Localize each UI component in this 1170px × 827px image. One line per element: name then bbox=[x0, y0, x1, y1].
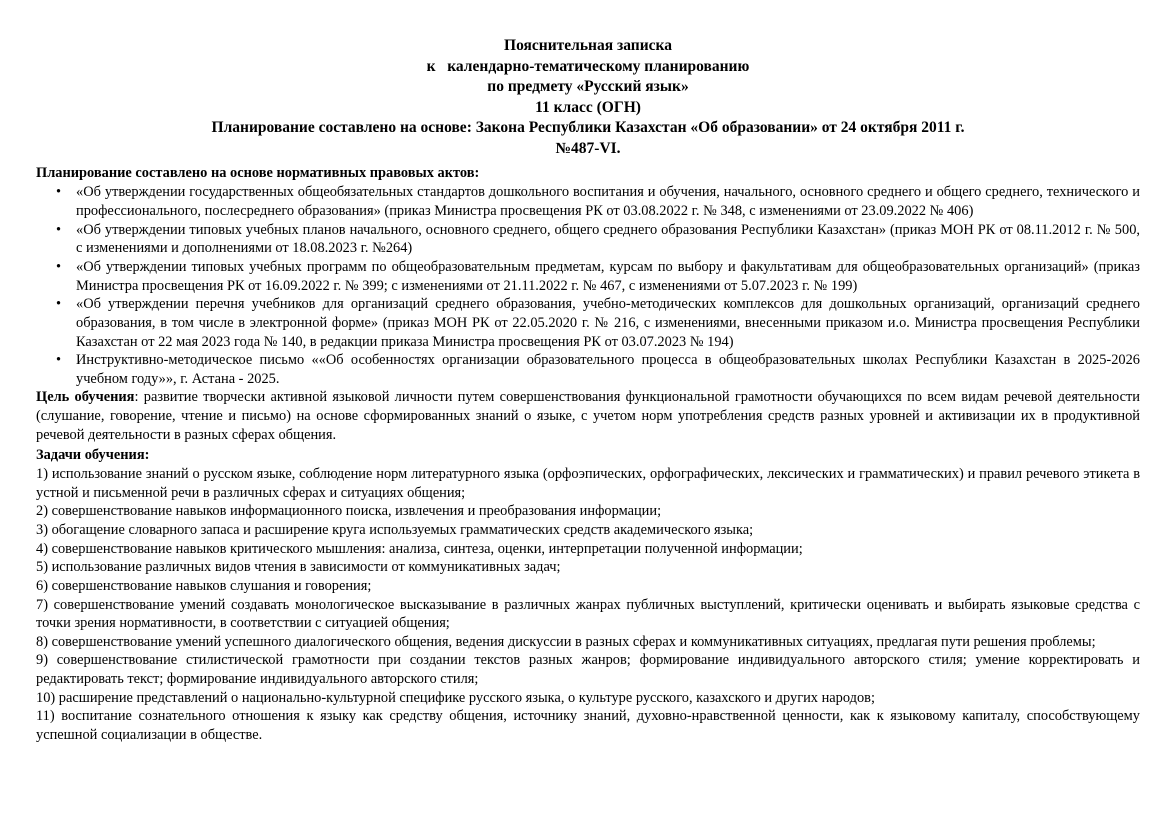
task-item: 8) совершенствование умений успешного диалогического общения, ведения дискуссии в разных сферах и коммуникативных ситуациях, предлагая пути решения проблемы; bbox=[36, 633, 1096, 650]
document-title-block bbox=[36, 36, 1140, 160]
list-item bbox=[36, 351, 1140, 388]
list-item bbox=[36, 258, 1140, 295]
list-item bbox=[36, 295, 1140, 351]
task-item: 9) совершенствование стилистической грамотности при создании текстов разных жанров; формирование индивидуального авторского стиля; умение корректировать и редактировать текст; формирование индивидуального авторского стиля; bbox=[36, 652, 1140, 688]
task-item: 3) обогащение словарного запаса и расширение круга используемых грамматических средств академического языка; bbox=[36, 521, 754, 538]
list-item-text: Инструктивно-методическое письмо ««Об особенностях организации образовательного процесса в общеобразовательных школах Республики Казахстан в 2025-2026 учебном году»», г. Астана - 2025. bbox=[76, 352, 1140, 387]
list-item-text: «Об утверждении типовых учебных планов начального, основного среднего, общего среднего образования Республики Казахстан» (приказ МОН РК от 08.11.2012 г. № 500, с изменениями и дополнениями от 18.08.2023 г. №264) bbox=[76, 221, 1140, 257]
title-line-3: по предмету «Русский язык» bbox=[487, 78, 689, 96]
tasks-list bbox=[36, 465, 1140, 745]
bullet-icon: • bbox=[56, 184, 62, 201]
title-line-4: 11 класс (ОГН) bbox=[535, 98, 641, 116]
task-item: 5) использование различных видов чтения в зависимости от коммуникативных задач; bbox=[36, 559, 561, 576]
task-item: 10) расширение представлений о национально-культурной специфике русского языка, о культуре русского, казахского и других народов; bbox=[36, 689, 875, 706]
title-line-1: Пояснительная записка bbox=[504, 37, 672, 54]
goal-label: Цель обучения bbox=[36, 389, 135, 406]
goal-paragraph bbox=[36, 388, 1140, 444]
list-item-text: «Об утверждении типовых учебных программ по общеобразовательным предметам, курсам по выбору и факультативам для общеобразовательных организаций» (приказ Министра просвещения РК от 16.09.2022 г. № 399; с изменениями от 21.11.2022 г. № 467, с изменениями от 5.07.2023 г. № 199) bbox=[76, 258, 1140, 294]
task-item: 2) совершенствование навыков информационного поиска, извлечения и преобразования информации; bbox=[36, 503, 662, 520]
tasks-heading: Задачи обучения: bbox=[36, 447, 150, 464]
task-item: 6) совершенствование навыков слушания и говорения; bbox=[36, 577, 372, 594]
task-item: 4) совершенствование навыков критического мышления: анализа, синтеза, оценки, интерпретации полученной информации; bbox=[36, 540, 803, 557]
task-item: 1) использование знаний о русском языке, соблюдение норм литературного языка (орфоэпических, орфографических, лексических и грамматических) и правил речевого этикета в устной и письменной речи в различных сферах и ситуациях общения; bbox=[36, 466, 1140, 501]
list-item-text: «Об утверждении государственных общеобязательных стандартов дошкольного воспитания и обучения, начального, основного среднего и общего среднего, технического и профессионального, послесреднего образования» (приказ Министра просвещения РК от 03.08.2022 г. № 348, с изменениями от 23.09.2022 № 406) bbox=[76, 184, 1140, 220]
list-item bbox=[36, 183, 1140, 220]
list-item-text: «Об утверждении перечня учебников для организаций среднего образования, учебно-методических комплексов для дошкольных организаций, организаций среднего образования, в том числе в электронной форме» (приказ МОН РК от 22.05.2020 г. № 216, с изменениями, внесенными приказом и.о. Министра просвещения Республики Казахстан от 22 мая 2023 года № 140, в редакции приказа Министра просвещения РК от 03.07.2023 № 194) bbox=[76, 296, 1140, 350]
task-item: 11) воспитание сознательного отношения к языку как средству общения, источнику знаний, духовно-нравственной ценности, как к языковому капиталу, способствующему успешной социализации в обществе. bbox=[36, 708, 1140, 744]
goal-text: : развитие творчески активной языковой личности путем совершенствования функциональной грамотности обучающихся по всем видам речевой деятельности (слушание, говорение, чтение и письмо) на основе сформированных знаний о языке, с учетом норм употребления средств разных уровней и активизации их в продуктивной речевой деятельности в разных сферах общения. bbox=[36, 389, 1140, 443]
list-item bbox=[36, 221, 1140, 258]
bullet-icon: • bbox=[56, 352, 62, 369]
task-item: 7) совершенствование умений создавать монологическое высказывание в различных жанрах публичных выступлений, критически оценивать и выбирать языковые средства с точки зрения нормативности, в соответствии с ситуацией общения; bbox=[36, 596, 1140, 632]
bullet-icon: • bbox=[56, 221, 62, 238]
bullet-icon: • bbox=[56, 258, 62, 275]
bullet-icon: • bbox=[56, 296, 62, 313]
lead-heading: Планирование составлено на основе нормативных правовых актов: bbox=[36, 164, 480, 181]
title-line-5: Планирование составлено на основе: Закона Республики Казахстан «Об образовании» от 24 октября 2011 г. bbox=[211, 119, 965, 137]
normative-acts-list bbox=[36, 183, 1140, 388]
title-line-6: №487-VI. bbox=[555, 140, 621, 158]
title-line-2: к календарно-тематическому планированию bbox=[426, 57, 750, 75]
